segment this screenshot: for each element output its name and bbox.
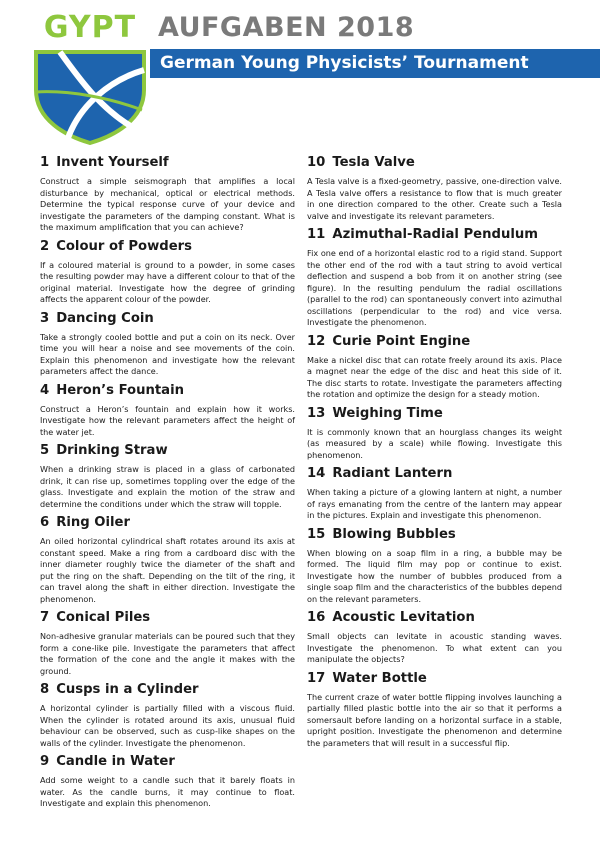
problem-5 xyxy=(40,443,295,510)
problem-number: 9 xyxy=(40,754,50,769)
problem-title xyxy=(307,227,562,243)
problem-name: Dancing Coin xyxy=(56,310,154,326)
problem-text: Take a strongly cooled bottle and put a coin on its neck. Over time you will hear a noise and see movements of the coin. Explain this phenomenon and investigate how the relevant parameters affect the dance. xyxy=(40,331,295,376)
problem-4 xyxy=(40,383,295,439)
logo xyxy=(30,10,150,145)
problem-text: Small objects can levitate in acoustic standing waves. Investigate the phenomenon. To what extent can you manipulate the objects? xyxy=(307,631,562,664)
problem-13 xyxy=(307,406,562,462)
problem-text: Add some weight to a candle such that it barely floats in water. As the candle burns, it may continue to float. Investigate and explain this phenomenon. xyxy=(40,775,295,808)
problem-14 xyxy=(307,466,562,522)
problem-number: 12 xyxy=(307,333,326,349)
problem-title xyxy=(40,239,295,255)
problem-11 xyxy=(307,227,562,329)
problem-2 xyxy=(40,239,295,306)
problem-number: 10 xyxy=(307,155,326,170)
problem-9 xyxy=(40,754,295,810)
problem-title xyxy=(307,671,562,687)
right-column xyxy=(307,155,562,754)
problem-number: 4 xyxy=(40,382,50,398)
problem-number: 2 xyxy=(40,238,50,254)
problem-title xyxy=(307,527,562,543)
problem-10 xyxy=(307,155,562,222)
problem-number: 3 xyxy=(40,310,50,326)
problem-title xyxy=(40,383,295,399)
problem-7 xyxy=(40,610,295,677)
problem-name: Conical Piles xyxy=(56,610,151,625)
problem-number: 17 xyxy=(307,670,326,686)
problem-16 xyxy=(307,610,562,666)
problem-text: Make a nickel disc that can rotate freely around its axis. Place a magnet near the edge of the disc and heat this side of it. The disc starts to rotate. Investigate the parameters affecting the rotation and optimize the design for a steady motion. xyxy=(307,354,562,399)
left-column xyxy=(40,155,295,815)
problem-number: 13 xyxy=(307,405,326,421)
problem-name: Cusps in a Cylinder xyxy=(56,682,199,697)
problem-name: Curie Point Engine xyxy=(332,333,471,349)
problem-text: Construct a Heron’s fountain and explain how it works. Investigate how the relevant parameters affect the height of the water jet. xyxy=(40,403,295,437)
problem-title xyxy=(40,610,295,626)
problem-text: It is commonly known that an hourglass changes its weight (as measured by a scale) while flowing. Investigate this phenomenon. xyxy=(307,426,562,460)
problem-6 xyxy=(40,515,295,605)
problem-8 xyxy=(40,682,295,749)
problem-name: Radiant Lantern xyxy=(332,466,453,481)
problem-name: Blowing Bubbles xyxy=(332,526,456,542)
problem-name: Candle in Water xyxy=(56,754,175,769)
problem-name: Drinking Straw xyxy=(56,443,168,458)
problem-name: Weighing Time xyxy=(332,405,443,421)
problem-text: When blowing on a soap film in a ring, a bubble may be formed. The liquid film may pop or continue to exist. Investigate how the number of bubbles produced from a single soap film and the characteristics of the bubbles depend on the relevant parameters. xyxy=(307,547,562,604)
problem-number: 6 xyxy=(40,515,50,530)
problem-title xyxy=(307,155,562,171)
problem-text: An oiled horizontal cylindrical shaft rotates around its axis at constant speed. Make a ring from a cardboard disc with the inner diameter roughly twice the diameter of the shaft and put the ring on the shaft. Depending on the tilt of the ring, it can travel along the shaft in either direction. Investigate the phenomenon. xyxy=(40,536,295,604)
problem-title xyxy=(40,311,295,327)
problem-text: If a coloured material is ground to a powder, in some cases the resulting powder may have a different colour to that of the original material. Investigate how the degree of grinding affects the apparent colour of the powder. xyxy=(40,259,295,304)
tournament-banner: German Young Physicists’ Tournament xyxy=(150,49,600,78)
problem-name: Water Bottle xyxy=(332,670,427,686)
problem-name: Azimuthal-Radial Pendulum xyxy=(332,227,538,242)
shield-emblem-icon xyxy=(30,50,150,145)
problem-title xyxy=(40,515,295,531)
problem-text: Construct a simple seismograph that amplifies a local disturbance by mechanical, optical or electrical methods. Determine the typical response curve of your device and investigate the parameters of the damping constant. What is the maximum amplification that you can achieve? xyxy=(40,176,295,232)
problem-text: When a drinking straw is placed in a glass of carbonated drink, it can rise up, sometimes toppling over the edge of the glass. Investigate and explain the motion of the straw and determine the conditions under which the straw will topple. xyxy=(40,464,295,509)
problem-title xyxy=(40,682,295,698)
problem-title xyxy=(40,754,295,770)
problem-title xyxy=(40,443,295,459)
problem-17 xyxy=(307,671,562,750)
problem-name: Colour of Powders xyxy=(56,238,193,254)
problem-number: 1 xyxy=(40,155,50,170)
problem-number: 11 xyxy=(307,227,326,242)
problem-title xyxy=(307,334,562,350)
problem-name: Invent Yourself xyxy=(56,155,169,170)
problem-number: 15 xyxy=(307,526,326,542)
problem-text: Fix one end of a horizontal elastic rod to a rigid stand. Support the other end of the rod with a taut string to avoid vertical deflection and suspend a bob from it on another string (see figure). In the resulting pendulum the radial oscillations (parallel to the rod) can spontaneously convert into azimuthal oscillations (perpendicular to the rod) and vice versa. Investigate the phenomenon. xyxy=(307,248,562,327)
problem-text: The current craze of water bottle flipping involves launching a partially filled plastic bottle into the air so that it performs a somersault before landing on a horizontal surface in a stable, upright position. Investigate the phenomenon and determine the parameters that will result in a successful flip. xyxy=(307,691,562,748)
problem-title xyxy=(307,466,562,482)
problem-name: Heron’s Fountain xyxy=(56,382,184,398)
problem-number: 16 xyxy=(307,610,326,625)
problem-text: A Tesla valve is a fixed-geometry, passive, one-direction valve. A Tesla valve offers a resistance to flow that is much greater in one direction compared to the other. Create such a Tesla valve and investigate its relevant parameters. xyxy=(307,176,562,221)
problem-3 xyxy=(40,311,295,378)
problem-number: 14 xyxy=(307,466,326,481)
problem-name: Tesla Valve xyxy=(332,155,415,170)
logo-text: GYPT xyxy=(43,10,137,45)
problem-text: Non-adhesive granular materials can be poured such that they form a cone-like pile. Investigate the parameters that affect the formation of the cone and the angle it makes with the ground. xyxy=(40,631,295,676)
problem-1 xyxy=(40,155,295,234)
problem-number: 8 xyxy=(40,682,50,697)
problem-name: Acoustic Levitation xyxy=(332,610,475,625)
problem-title xyxy=(307,406,562,422)
problem-text: A horizontal cylinder is partially filled with a viscous fluid. When the cylinder is rotated around its axis, unusual fluid behaviour can be observed, such as cusp-like shapes on the walls of the cylinder. Investigate the phenomenon. xyxy=(40,703,295,748)
problem-title xyxy=(307,610,562,626)
problem-12 xyxy=(307,334,562,401)
problem-15 xyxy=(307,527,562,606)
problem-number: 5 xyxy=(40,443,50,458)
problem-number: 7 xyxy=(40,610,50,625)
problem-name: Ring Oiler xyxy=(56,515,130,530)
problem-text: When taking a picture of a glowing lantern at night, a number of rays emanating from the centre of the lantern may appear in the pictures. Explain and investigate this phenomenon. xyxy=(307,487,562,520)
page-title: AUFGABEN 2018 xyxy=(158,12,415,43)
problem-title xyxy=(40,155,295,171)
